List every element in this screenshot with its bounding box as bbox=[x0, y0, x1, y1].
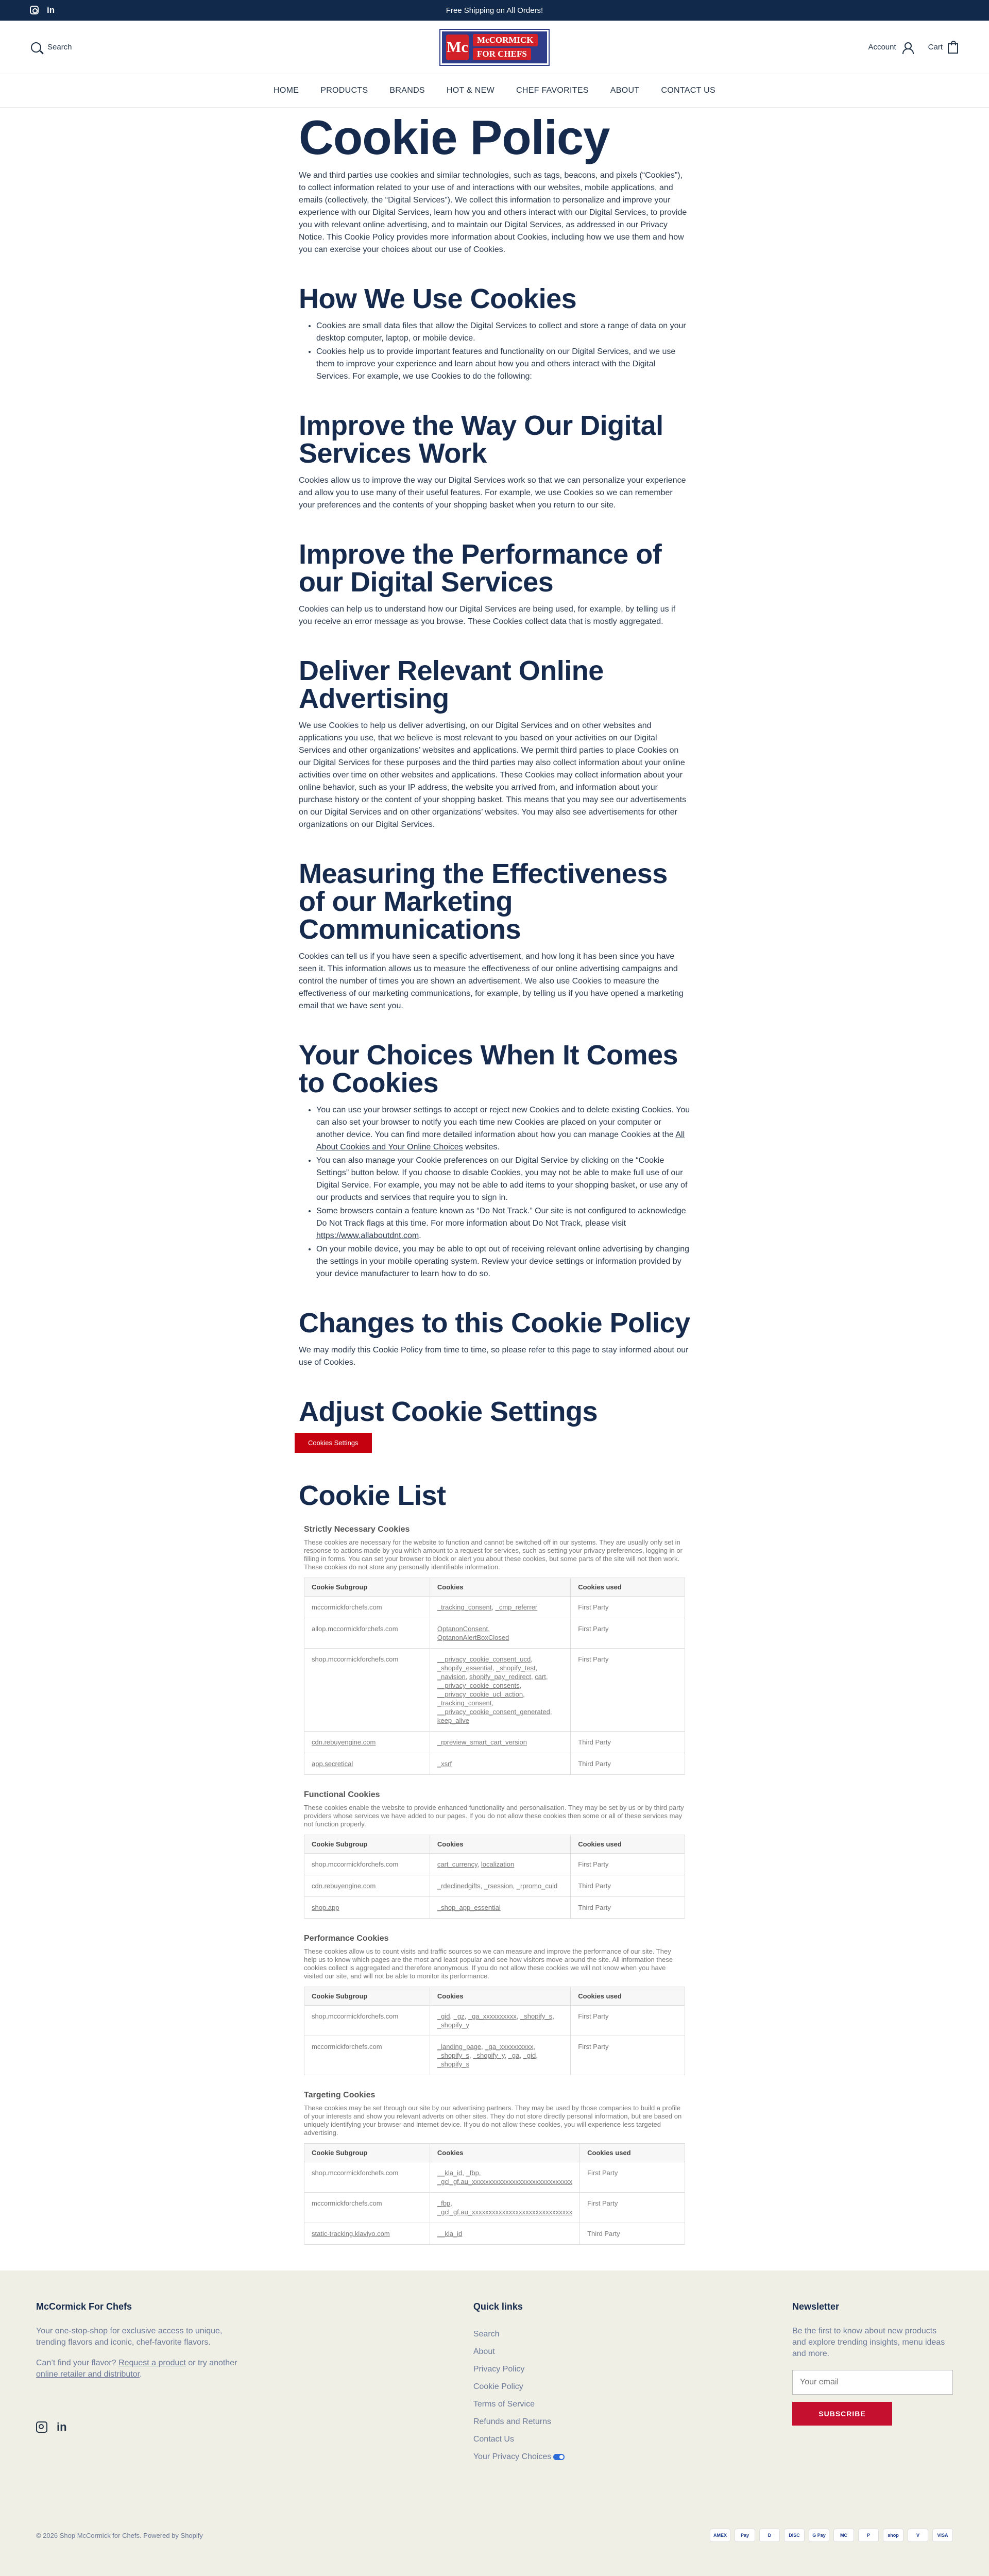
choices-text: Some browsers contain a feature known as “Do Not Track.” Our site is not configured to acknowledge Do Not Track flags at this time. For more information about Do Not Track, please visit bbox=[316, 1207, 686, 1228]
footer-link-privacy[interactable]: Privacy Policy bbox=[473, 2365, 525, 2374]
improve-text: Cookies allow us to improve the way our Digital Services work so that we can personalize your experience and allow you to use many of their useful features. For example, we use Cookies so we can remember your preferences and the contents of your shopping basket when you return to our site. bbox=[299, 476, 686, 510]
how-heading: How We Use Cookies bbox=[299, 283, 577, 314]
instagram-icon[interactable] bbox=[36, 2421, 47, 2433]
cookie-name[interactable]: __privacy_cookie_consents bbox=[437, 1682, 520, 1689]
cookie-category bbox=[304, 2091, 685, 2245]
cookie-name[interactable]: _tracking_consent bbox=[437, 1603, 492, 1611]
table-row bbox=[304, 2223, 685, 2245]
copyright: © 2026 Shop McCormick for Chefs. Powered by Shopify bbox=[36, 2531, 203, 2539]
payment-icons bbox=[710, 2529, 953, 2542]
nav-brands[interactable]: BRANDS bbox=[389, 86, 425, 95]
footer-link-search[interactable]: Search bbox=[473, 2330, 500, 2338]
footer-social bbox=[36, 2421, 473, 2433]
cookie-party: First Party bbox=[571, 2006, 685, 2036]
table-row bbox=[304, 1897, 685, 1919]
cookie-name[interactable]: localization bbox=[481, 1860, 515, 1868]
cookie-name[interactable]: _rpreview_smart_cart_version bbox=[437, 1738, 527, 1746]
quick-links bbox=[473, 2326, 792, 2466]
logo-mark: Mc bbox=[446, 35, 469, 60]
cookie-name[interactable]: _shop_app_essential bbox=[437, 1904, 501, 1911]
cookie-party: First Party bbox=[571, 1854, 685, 1875]
cookie-name[interactable]: _gcl_gf.au_xxxxxxxxxxxxxxxxxxxxxxxxxxxxxx bbox=[437, 2178, 573, 2185]
cookie-name[interactable]: _rsession bbox=[484, 1882, 513, 1890]
cookie-name[interactable]: __kla_id bbox=[437, 2169, 463, 2177]
main-nav bbox=[0, 74, 989, 108]
cookie-names bbox=[430, 2223, 579, 2245]
all-about-cookies-link[interactable]: All About Cookies and Your Online Choices bbox=[316, 1130, 685, 1151]
table-header: Cookies bbox=[430, 1835, 570, 1854]
logo-line-1: McCORMICK bbox=[473, 34, 538, 46]
cookie-name[interactable]: _shopify_y bbox=[473, 2052, 505, 2059]
cookie-category-title: Targeting Cookies bbox=[304, 2091, 376, 2099]
cookie-names: __kla_id, _fbp, _gcl_gf.au_xxxxxxxxxxxxxxxxxxxxxxxxxxxxxx bbox=[430, 2162, 579, 2193]
payment-icon: shop bbox=[883, 2529, 903, 2542]
table-header: Cookie Subgroup bbox=[304, 1578, 430, 1597]
search-label: Search bbox=[47, 43, 72, 52]
linkedin-icon[interactable]: in bbox=[47, 5, 55, 15]
list-item: • Cookies help us to provide important features and functionality on our Digital Services, and we use them to improve your experience and learn about how you and others interact with the Digital Services. For example, we use Cookies to do the following: bbox=[316, 346, 690, 383]
table-row bbox=[304, 2193, 685, 2223]
cookie-name[interactable]: __privacy_cookie_consent_generated bbox=[437, 1708, 550, 1716]
cookie-category bbox=[304, 1525, 685, 1775]
cookie-subgroup: mccormickforchefs.com bbox=[304, 2036, 430, 2075]
cookie-list bbox=[304, 1525, 685, 2245]
cookie-party: Third Party bbox=[571, 1875, 685, 1897]
cookie-name[interactable]: _gcl_gf.au_xxxxxxxxxxxxxxxxxxxxxxxxxxxxxx bbox=[437, 2208, 573, 2216]
nav-products[interactable]: PRODUCTS bbox=[320, 86, 368, 95]
table-header: Cookie Subgroup bbox=[304, 1835, 430, 1854]
cookie-party: First Party bbox=[571, 1649, 685, 1732]
cookie-name[interactable]: _rpromo_cuid bbox=[516, 1882, 558, 1890]
cookie-name[interactable]: _shopify_s bbox=[437, 2052, 470, 2059]
cookie-name[interactable]: _tracking_consent bbox=[437, 1699, 492, 1707]
flavor-text: or try another bbox=[185, 2359, 237, 2367]
table-header: Cookies used bbox=[571, 1578, 685, 1597]
table-header: Cookies used bbox=[571, 1987, 685, 2006]
performance-heading: Improve the Performance of our Digital Services bbox=[299, 539, 662, 598]
flavor-text: Can’t find your flavor? bbox=[36, 2359, 119, 2367]
cookie-name[interactable]: _gid bbox=[523, 2052, 536, 2059]
footer-link-about[interactable]: About bbox=[473, 2347, 495, 2356]
cookie-subgroup: shop.mccormickforchefs.com bbox=[304, 1649, 430, 1732]
cookie-subgroup[interactable]: cdn.rebuyengine.com bbox=[304, 1875, 430, 1897]
payment-icon: AMEX bbox=[710, 2529, 730, 2542]
advertising-text: We use Cookies to help us deliver advertising, on our Digital Services and on other websites and applications you use, that we believe is most relevant to you based on your activities on our Digital Services and other organizations’ websites and applications. We permit third parties to place Cookies on our Digital Services for these purposes and the third parties may also collect information about your online activities over time on other websites and applications. These Cookies may collect information about your online behavior, such as your IP address, the website you arrived from, and information about your purchase history or the content of your shopping basket. This means that you may see our advertisements on our Digital Services and on other organizations’ websites. You may also see advertisements for other organizations on our Digital Services. bbox=[299, 721, 687, 829]
cookie-name[interactable]: _navision bbox=[437, 1673, 466, 1681]
cart-icon bbox=[948, 43, 958, 54]
table-row bbox=[304, 1597, 685, 1618]
choices-list bbox=[299, 1104, 690, 1280]
payment-icon: G Pay bbox=[809, 2529, 829, 2542]
list-item: • On your mobile device, you may be able to opt out of receiving relevant online advertising by changing the settings in your mobile operating system. Review your device settings or information provided by your device manufacturer to learn how to do so. bbox=[316, 1243, 690, 1280]
changes-text: We may modify this Cookie Policy from time to time, so please refer to this page to stay informed about our use of Cookies. bbox=[299, 1346, 689, 1367]
table-header: Cookies used bbox=[580, 2144, 685, 2162]
table-header: Cookies bbox=[430, 1987, 570, 2006]
payment-icon: P bbox=[858, 2529, 879, 2542]
privacy-toggle-icon bbox=[553, 2454, 565, 2460]
adjust-heading: Adjust Cookie Settings bbox=[299, 1396, 598, 1427]
footer-link-terms[interactable]: Terms of Service bbox=[473, 2400, 535, 2409]
footer-brand-text: Your one-stop-shop for exclusive access to unique, trending flavors and iconic, chef-favorite flavors. bbox=[36, 2327, 223, 2347]
cookie-category-title: Performance Cookies bbox=[304, 1934, 389, 1943]
cookie-category-description: These cookies allow us to count visits and traffic sources so we can measure and improve the performance of our site. They help us to know which pages are the most and least popular and see how visitors move around the site. All information these cookies collect is aggregated and therefore anonymous. If you do not allow these cookies we will not know when you have visited our site, and will not be able to monitor its performance. bbox=[304, 1947, 673, 1980]
flavor-text: . bbox=[140, 2370, 142, 2379]
measuring-heading: Measuring the Effectiveness of our Marketing Communications bbox=[299, 858, 668, 945]
cookie-subgroup[interactable]: static-tracking.klaviyo.com bbox=[304, 2223, 430, 2245]
cookie-name[interactable]: _ga_xxxxxxxxxx bbox=[485, 2043, 534, 2050]
intro-text: We and third parties use cookies and similar technologies, such as tags, beacons, and pixels (“Cookies”), to collect information related to your use of and interactions with our websites, mobile applications, and emails (collectively, the “Digital Services”). We collect this information to personalize and improve your experience with our Digital Services, learn how you and others interact with our Digital Services, to provide you with relevant online advertising, and to maintain our Digital Services, as addressed in our Privacy Notice. This Cookie Policy provides more information about Cookies, including how we use them and how you can exercise your choices about our use of Cookies. bbox=[299, 171, 687, 254]
cookie-category-description: These cookies may be set through our site by our advertising partners. They may be used by those companies to build a profile of your interests and show you relevant adverts on other sites. They do not store directly personal information, but are based on uniquely identifying your browser and internet device. If you do not allow these cookies, you will experience less targeted advertising. bbox=[304, 2104, 682, 2137]
payment-icon: VISA bbox=[932, 2529, 953, 2542]
performance-text: Cookies can help us to understand how our Digital Services are being used, for example, by telling us if you receive an error message as you browse. These Cookies collect data that is mostly aggregated. bbox=[299, 605, 676, 626]
payment-icon: DISC bbox=[784, 2529, 805, 2542]
cookie-name[interactable]: _fbp bbox=[437, 2199, 451, 2207]
cookie-names: OptanonConsent, OptanonAlertBoxClosed bbox=[430, 1618, 570, 1649]
payment-icon: Pay bbox=[735, 2529, 755, 2542]
list-item: • Cookies are small data files that allow the Digital Services to collect and store a range of data on your desktop computer, laptop, or mobile device. bbox=[316, 320, 690, 345]
cookie-names: _tracking_consent, _cmp_referrer bbox=[430, 1597, 570, 1618]
how-list bbox=[299, 320, 690, 383]
cookie-names: _gid, _gz, _ga_xxxxxxxxxx, _shopify_s, _shopify_y bbox=[430, 2006, 570, 2036]
newsletter-title: Newsletter bbox=[792, 2301, 840, 2312]
table-header: Cookies used bbox=[571, 1835, 685, 1854]
cookie-category-title: Strictly Necessary Cookies bbox=[304, 1525, 410, 1534]
list-item bbox=[316, 1104, 690, 1154]
search-button[interactable] bbox=[31, 42, 165, 53]
cookie-subgroup[interactable]: cdn.rebuyengine.com bbox=[304, 1732, 430, 1753]
announcement-bar bbox=[0, 0, 989, 21]
cookie-name[interactable]: _shopify_test bbox=[496, 1664, 536, 1672]
cookie-names: cart_currency, localization bbox=[430, 1854, 570, 1875]
cookie-subgroup: shop.mccormickforchefs.com bbox=[304, 2006, 430, 2036]
account-label: Account bbox=[868, 43, 896, 52]
cookie-name[interactable]: _shopify_s bbox=[520, 2012, 553, 2020]
cookie-name[interactable]: _shopify_y bbox=[437, 2021, 470, 2029]
cookie-subgroup: mccormickforchefs.com bbox=[304, 2193, 430, 2223]
payment-icon: V bbox=[908, 2529, 928, 2542]
instagram-icon[interactable] bbox=[30, 6, 39, 14]
cookie-party: Third Party bbox=[571, 1732, 685, 1753]
table-row bbox=[304, 2162, 685, 2193]
table-row bbox=[304, 1732, 685, 1753]
logo[interactable] bbox=[440, 30, 549, 65]
cart-link[interactable] bbox=[928, 42, 958, 53]
linkedin-icon[interactable]: in bbox=[57, 2420, 67, 2433]
choices-text: . bbox=[419, 1231, 421, 1240]
cookie-party: First Party bbox=[571, 1597, 685, 1618]
cookie-name[interactable]: OptanonConsent bbox=[437, 1625, 488, 1633]
improve-heading: Improve the Way Our Digital Services Work bbox=[299, 410, 663, 469]
cookie-name[interactable]: keep_alive bbox=[437, 1717, 470, 1724]
table-row bbox=[304, 2036, 685, 2075]
cookie-name[interactable]: _landing_page bbox=[437, 2043, 482, 2050]
cookie-subgroup: mccormickforchefs.com bbox=[304, 1597, 430, 1618]
cookie-name[interactable]: _ga_xxxxxxxxxx bbox=[468, 2012, 517, 2020]
cookie-subgroup: shop.mccormickforchefs.com bbox=[304, 1854, 430, 1875]
cookie-name[interactable]: __privacy_cookie_consent_ucd bbox=[437, 1655, 531, 1663]
cookie-names: _fbp, _gcl_gf.au_xxxxxxxxxxxxxxxxxxxxxxxxxxxxxx bbox=[430, 2193, 579, 2223]
advertising-heading: Deliver Relevant Online Advertising bbox=[299, 655, 604, 714]
logo-line-2: FOR CHEFS bbox=[473, 48, 531, 60]
cookie-name[interactable]: _shopify_s bbox=[437, 2060, 470, 2068]
cookie-name[interactable]: _gz bbox=[453, 2012, 465, 2020]
account-link[interactable] bbox=[868, 42, 912, 53]
table-header: Cookies bbox=[430, 1578, 570, 1597]
cookie-subgroup: allop.mccormickforchefs.com bbox=[304, 1618, 430, 1649]
cookie-table bbox=[304, 2143, 685, 2245]
table-header: Cookie Subgroup bbox=[304, 1987, 430, 2006]
choices-heading: Your Choices When It Comes to Cookies bbox=[299, 1040, 678, 1098]
cookie-name[interactable]: _shopify_essential bbox=[437, 1664, 492, 1672]
table-row bbox=[304, 1618, 685, 1649]
cookie-table bbox=[304, 1578, 685, 1775]
cookie-category bbox=[304, 1790, 685, 1919]
site-footer bbox=[0, 2270, 989, 2576]
cookie-name[interactable]: shopify_pay_redirect bbox=[469, 1673, 531, 1681]
retailer-link[interactable]: online retailer and distributor bbox=[36, 2370, 140, 2379]
page-title: Cookie Policy bbox=[299, 110, 610, 164]
request-product-link[interactable]: Request a product bbox=[118, 2359, 186, 2367]
user-icon bbox=[901, 42, 913, 53]
page-content bbox=[299, 108, 690, 1510]
cookie-table bbox=[304, 1835, 685, 1919]
cookie-party: Third Party bbox=[571, 1897, 685, 1919]
email-field[interactable] bbox=[792, 2370, 953, 2395]
cookie-subgroup: shop.mccormickforchefs.com bbox=[304, 2162, 430, 2193]
cookie-party: First Party bbox=[580, 2162, 685, 2193]
cookie-party: First Party bbox=[571, 2036, 685, 2075]
cookie-category-title: Functional Cookies bbox=[304, 1790, 380, 1799]
cookie-names: _landing_page, _ga_xxxxxxxxxx, _shopify_s, _shopify_y, _ga, _gid, _shopify_s bbox=[430, 2036, 570, 2075]
cookie-name[interactable]: _rdeclinedgifts bbox=[437, 1882, 481, 1890]
footer-brand-title: McCormick For Chefs bbox=[36, 2301, 132, 2312]
cookie-names bbox=[430, 1753, 570, 1775]
cart-label: Cart bbox=[928, 43, 943, 52]
nav-chef-favorites[interactable]: CHEF FAVORITES bbox=[516, 86, 589, 95]
quick-links-title: Quick links bbox=[473, 2301, 523, 2312]
announcement-text: Free Shipping on All Orders! bbox=[446, 6, 543, 15]
cookie-name[interactable]: _fbp bbox=[466, 2169, 479, 2177]
nav-hot-new[interactable]: HOT & NEW bbox=[446, 86, 494, 95]
table-row bbox=[304, 1854, 685, 1875]
cookie-table bbox=[304, 1987, 685, 2075]
footer-link-cookie[interactable]: Cookie Policy bbox=[473, 2382, 523, 2391]
footer-flavor-text bbox=[36, 2358, 252, 2380]
choices-text: websites. bbox=[463, 1143, 500, 1151]
cookie-category bbox=[304, 1934, 685, 2075]
list-item: • You can also manage your Cookie preferences on our Digital Service by clicking on the “Cookie Settings” button below. If you choose to disable Cookies, you may not be able to make full use of our Digital Service. For example, you may not be able to add items to your shopping basket, or use any of our products and services that require you to sign in. bbox=[316, 1155, 690, 1204]
nav-contact-us[interactable]: CONTACT US bbox=[661, 86, 715, 95]
cookie-party: Third Party bbox=[571, 1753, 685, 1775]
cookie-name[interactable]: _gid bbox=[437, 2012, 450, 2020]
cookie-subgroup[interactable]: app.secretical bbox=[304, 1753, 430, 1775]
cookie-category-description: These cookies enable the website to provide enhanced functionality and personalisation. They may be set by us or by third party providers whose services we have added to our pages. If you do not allow these cookies then some or all of these services may not function properly. bbox=[304, 1804, 684, 1828]
changes-heading: Changes to this Cookie Policy bbox=[299, 1308, 690, 1338]
cookie-party: Third Party bbox=[580, 2223, 685, 2245]
payment-icon: MC bbox=[833, 2529, 854, 2542]
cookie-names bbox=[430, 1897, 570, 1919]
table-header: Cookie Subgroup bbox=[304, 2144, 430, 2162]
cookie-subgroup[interactable]: shop.app bbox=[304, 1897, 430, 1919]
cookie-settings-button[interactable]: Cookies Settings bbox=[295, 1433, 372, 1453]
privacy-choices-label: Your Privacy Choices bbox=[473, 2452, 552, 2461]
cookie-names: __privacy_cookie_consent_ucd, _shopify_essential, _shopify_test, _navision, shopify_pay_redirect, cart, __privacy_cookie_consents, __privacy_cookie_ucl_action, _tracking_consent, __privacy_cookie_consent_generated, keep_alive bbox=[430, 1649, 570, 1732]
table-row bbox=[304, 1649, 685, 1732]
table-row bbox=[304, 2006, 685, 2036]
payment-icon: D bbox=[759, 2529, 780, 2542]
measuring-text: Cookies can tell us if you have seen a specific advertisement, and how long it has been since you have seen it. This information allows us to measure the effectiveness of our online advertising campaigns and control the number of times you are shown an advertisement. We also use Cookies to measure the effectiveness of our marketing communications, for example, by telling us if you have opened a marketing email that we have sent you. bbox=[299, 952, 684, 1010]
dnt-link[interactable]: https://www.allaboutdnt.com bbox=[316, 1231, 419, 1240]
cookie-name[interactable]: _cmp_referrer bbox=[495, 1603, 538, 1611]
footer-link-contact[interactable]: Contact Us bbox=[473, 2435, 514, 2444]
cookie-names bbox=[430, 1732, 570, 1753]
table-row bbox=[304, 1753, 685, 1775]
cookie-name[interactable]: cart_currency bbox=[437, 1860, 478, 1868]
social-links bbox=[30, 6, 56, 14]
cookie-name[interactable]: __kla_id bbox=[437, 2230, 463, 2238]
cookie-name[interactable]: __privacy_cookie_ucl_action bbox=[437, 1690, 523, 1698]
cookie-name[interactable]: OptanonAlertBoxClosed bbox=[437, 1634, 509, 1641]
cookie-name[interactable]: cart bbox=[535, 1673, 546, 1681]
cookie-name[interactable]: _ga bbox=[508, 2052, 520, 2059]
cookie-party: First Party bbox=[571, 1618, 685, 1649]
newsletter-text: Be the first to know about new products and explore trending insights, menu ideas and more. bbox=[792, 2327, 945, 2358]
cookie-names: _rdeclinedgifts, _rsession, _rpromo_cuid bbox=[430, 1875, 570, 1897]
choices-text: You can use your browser settings to accept or reject new Cookies and to delete existing Cookies. You can also set your browser to notify you each time new Cookies are placed on your computer or another device. You can find more detailed information about how you can manage Cookies at the bbox=[316, 1106, 690, 1139]
table-header: Cookies bbox=[430, 2144, 579, 2162]
subscribe-button[interactable]: SUBSCRIBE bbox=[792, 2402, 892, 2426]
cookie-category-description: These cookies are necessary for the website to function and cannot be switched off in our systems. They are usually only set in response to actions made by you which amount to a request for services, such as setting your privacy preferences, logging in or filling in forms. You can set your browser to block or alert you about these cookies, but some parts of the site will not then work. These cookies do not store any personally identifiable information. bbox=[304, 1538, 683, 1571]
cookie-list-heading: Cookie List bbox=[299, 1480, 446, 1511]
cookie-name[interactable]: _xsrf bbox=[437, 1760, 452, 1768]
cookie-party: First Party bbox=[580, 2193, 685, 2223]
nav-home[interactable]: HOME bbox=[274, 86, 299, 95]
list-item bbox=[316, 1205, 690, 1242]
table-row bbox=[304, 1875, 685, 1897]
footer-link-privacy-choices[interactable] bbox=[473, 2448, 792, 2466]
nav-about[interactable]: ABOUT bbox=[610, 86, 640, 95]
search-icon bbox=[31, 42, 41, 53]
site-header bbox=[0, 21, 989, 74]
footer-link-refunds[interactable]: Refunds and Returns bbox=[473, 2417, 552, 2426]
